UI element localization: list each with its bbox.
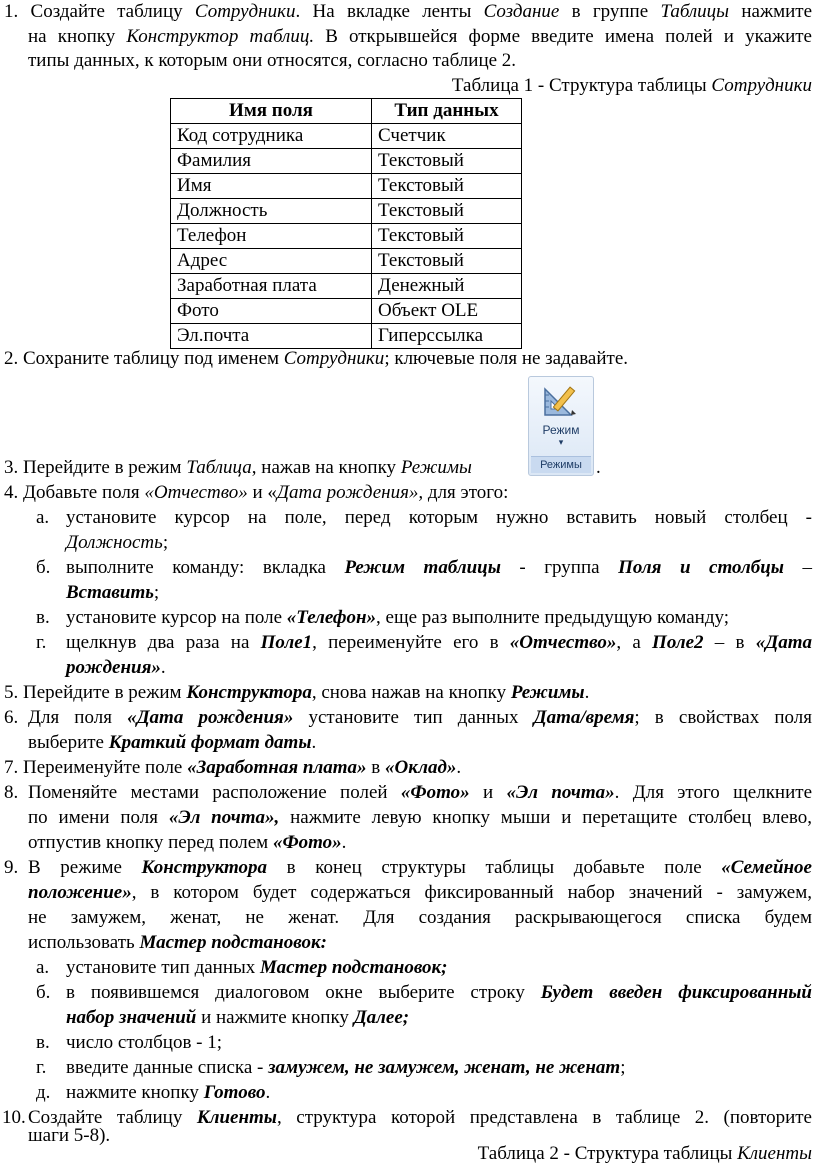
p9b-line2: набор значений и нажмите кнопку Далее; xyxy=(66,1007,410,1028)
p9e-num: д. xyxy=(36,1082,51,1103)
data-type-cell: Денежный xyxy=(372,274,522,299)
p9-line1: В режиме Конструктора в конец структуры таблицы добавьте поле «Семейное xyxy=(28,857,812,878)
p9-num: 9. xyxy=(4,857,19,878)
table-row xyxy=(171,224,522,249)
p8-line3: отпустив кнопку перед полем «Фото». xyxy=(28,832,347,853)
data-type-cell: Текстовый xyxy=(372,249,522,274)
p4b-line1: выполните команду: вкладка Режим таблицы - группа Поля и столбцы – xyxy=(66,557,813,578)
p4a-num: а. xyxy=(36,507,50,528)
p9c-line: число столбцов - 1; xyxy=(66,1032,223,1053)
table-row xyxy=(171,149,522,174)
field-name-cell: Телефон xyxy=(171,224,372,249)
data-type-cell: Гиперссылка xyxy=(372,324,522,349)
p6-line2: выберите Краткий формат даты. xyxy=(28,732,317,753)
p4c-num: в. xyxy=(36,607,50,628)
p6-line1: Для поля «Дата рождения» установите тип данных Дата/время; в свойствах поля xyxy=(28,707,812,728)
p4d-line2: рождения». xyxy=(66,657,166,678)
table2-caption: Таблица 2 - Структура таблицы Клиенты xyxy=(477,1143,812,1164)
table-row xyxy=(171,249,522,274)
p8-line1: Поменяйте местами расположение полей «Фото» и «Эл почта». Для этого щелкните xyxy=(28,782,813,803)
p1-line2: на кнопку Конструктор таблиц. В открывшейся форме введите имена полей и укажите xyxy=(28,26,812,47)
field-name-cell: Имя xyxy=(171,174,372,199)
p8-num: 8. xyxy=(4,782,19,803)
data-type-cell: Счетчик xyxy=(372,124,522,149)
p8-line2: по имени поля «Эл почта», нажмите левую кнопку мыши и перетащите столбец влево, xyxy=(28,807,812,828)
field-name-cell: Эл.почта xyxy=(171,324,372,349)
data-type-cell: Текстовый xyxy=(372,199,522,224)
p1-line3: типы данных, к которым они относятся, согласно таблице 2. xyxy=(28,50,517,71)
p9a-line: установите тип данных Мастер подстановок; xyxy=(66,957,448,978)
p9b-num: б. xyxy=(36,982,51,1003)
data-type-cell: Текстовый xyxy=(372,149,522,174)
data-type-cell: Объект OLE xyxy=(372,299,522,324)
p9a-num: а. xyxy=(36,957,50,978)
p5-line: 5. Перейдите в режим Конструктора, снова нажав на кнопку Режимы. xyxy=(4,682,590,703)
p9d-line: введите данные списка - замужем, не замужем, женат, не женат; xyxy=(66,1057,626,1078)
p10-num: 10. xyxy=(2,1107,26,1128)
table-row xyxy=(171,299,522,324)
design-mode-icon xyxy=(541,383,581,419)
field-name-cell: Фамилия xyxy=(171,149,372,174)
mode-button-label: Режим xyxy=(542,423,580,437)
data-type-cell: Текстовый xyxy=(372,174,522,199)
p9d-num: г. xyxy=(36,1057,47,1078)
p9e-line: нажмите кнопку Готово. xyxy=(66,1082,271,1103)
p4a-line2: Должность; xyxy=(66,532,169,553)
field-name-cell: Адрес xyxy=(171,249,372,274)
field-name-cell: Должность xyxy=(171,199,372,224)
table1 xyxy=(170,98,522,349)
p4d-line1: щелкнув два раза на Поле1, переименуйте его в «Отчество», а Поле2 – в «Дата xyxy=(66,632,812,653)
p4-line: 4. Добавьте поля «Отчество» и «Дата рождения», для этого: xyxy=(4,482,509,503)
modes-group-label: Режимы xyxy=(531,456,591,473)
p9-line3: не замужем, женат, не женат. Для создания раскрывающегося списка будем xyxy=(28,907,812,928)
p7-line: 7. Переименуйте поле «Заработная плата» в «Оклад». xyxy=(4,757,462,778)
table-header-row xyxy=(171,99,522,124)
p4b-num: б. xyxy=(36,557,51,578)
p4b-line2: Вставить; xyxy=(66,582,160,603)
field-name-cell: Фото xyxy=(171,299,372,324)
p4c-line: установите курсор на поле «Телефон», еще раз выполните предыдущую команду; xyxy=(66,607,730,628)
p4d-num: г. xyxy=(36,632,47,653)
table-row xyxy=(171,324,522,349)
chevron-down-icon: ▾ xyxy=(558,437,564,447)
table1-caption: Таблица 1 - Структура таблицы Сотрудники xyxy=(451,75,812,96)
table-row xyxy=(171,174,522,199)
p9-line4: использовать Мастер подстановок: xyxy=(28,932,327,953)
table-row xyxy=(171,274,522,299)
data-type-cell: Текстовый xyxy=(372,224,522,249)
p3-line: 3. Перейдите в режим Таблица, нажав на кнопку Режимы xyxy=(4,457,472,478)
table-row xyxy=(171,124,522,149)
field-name-cell: Код сотрудника xyxy=(171,124,372,149)
table-row xyxy=(171,199,522,224)
p6-num: 6. xyxy=(4,707,19,728)
p10-line1: Создайте таблицу Клиенты, структура которой представлена в таблице 2. (повторите xyxy=(28,1107,812,1128)
p3-period: . xyxy=(596,457,601,478)
p9b-line1: в появившемся диалоговом окне выберите строку Будет введен фиксированный xyxy=(66,982,812,1003)
column-header: Имя поля xyxy=(171,99,372,124)
mode-ribbon-button[interactable] xyxy=(528,376,594,476)
column-header: Тип данных xyxy=(372,99,522,124)
p9-line2: положение», в котором будет содержаться фиксированный набор значений - замужем, xyxy=(28,882,812,903)
p2-line: 2. Сохраните таблицу под именем Сотрудники; ключевые поля не задавайте. xyxy=(4,348,629,369)
p1-line1: 1. Создайте таблицу Сотрудники. На вкладке ленты Создание в группе Таблицы нажмите xyxy=(4,1,812,22)
field-name-cell: Заработная плата xyxy=(171,274,372,299)
p10-line2: шаги 5-8). xyxy=(28,1125,111,1146)
p9c-num: в. xyxy=(36,1032,50,1053)
p4a-line1: установите курсор на поле, перед которым нужно вставить новый столбец - xyxy=(66,507,812,528)
